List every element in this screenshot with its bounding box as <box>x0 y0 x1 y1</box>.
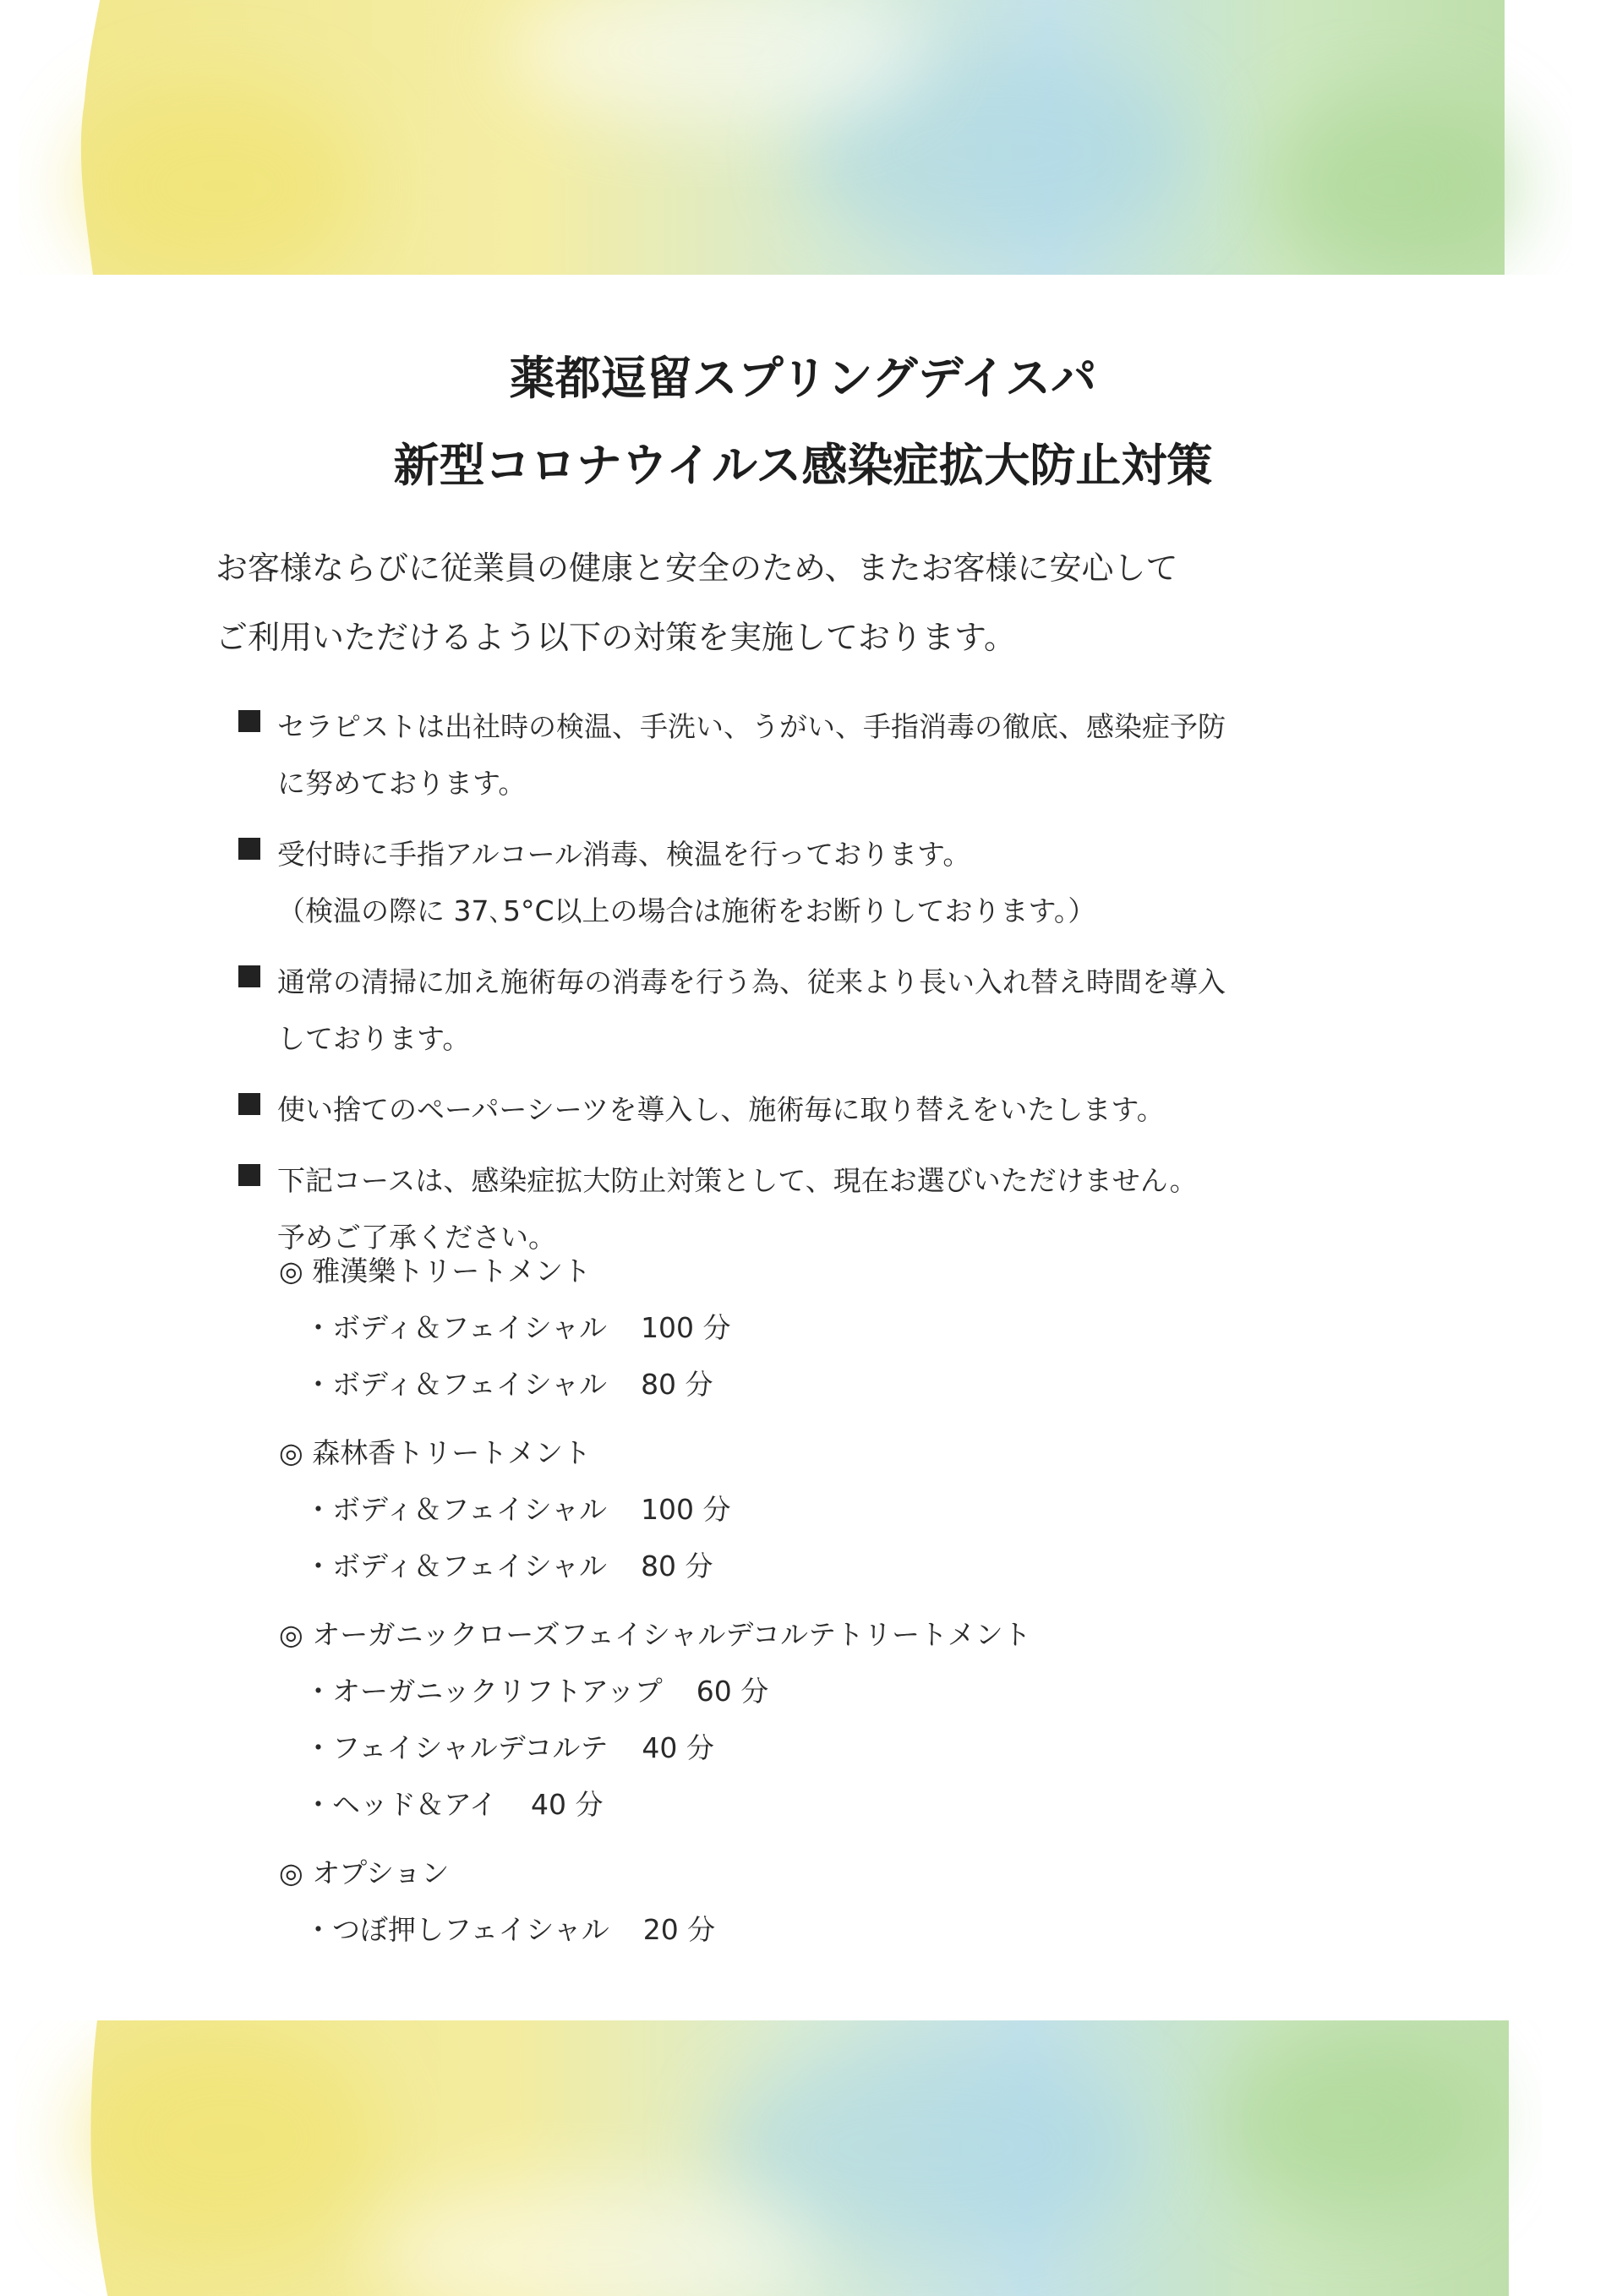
course-item <box>279 1481 1293 1538</box>
square-bullet-icon <box>238 965 260 987</box>
measure-text: セラピストは出社時の検温、手洗い、うがい、手指消毒の徹底、感染症予防 <box>277 710 1226 743</box>
course-item-name: ・つぼ押しフェイシャル <box>304 1913 609 1946</box>
unavailable-courses <box>279 1243 1293 1970</box>
course-item-name: ・オーガニックリフトアップ <box>304 1675 663 1708</box>
course-heading: ◎ オーガニックローズフェイシャルデコルテトリートメント <box>279 1618 1031 1651</box>
course-item-name: ・フェイシャルデコルテ <box>304 1731 609 1764</box>
course-item <box>279 1538 1293 1594</box>
course-item <box>279 1901 1293 1958</box>
measure-text: 通常の清掃に加え施術毎の消毒を行う為、従来より長い入れ替え時間を導入 <box>277 965 1226 998</box>
course-item-duration: 40 分 <box>642 1731 714 1764</box>
bottom-watercolor-band <box>0 2020 1606 2296</box>
course-item <box>279 1299 1293 1356</box>
measure-text: 予めご了承ください。 <box>277 1221 556 1254</box>
course-item <box>279 1663 1293 1719</box>
measure-item <box>238 954 1422 1067</box>
course-item-duration: 80 分 <box>641 1368 713 1401</box>
intro-line-1: お客様ならびに従業員の健康と安全のため、またお客様に安心して <box>216 549 1178 587</box>
measure-text: 下記コースは、感染症拡大防止対策として、現在お選びいただけません。 <box>277 1164 1198 1197</box>
measure-text: に努めております。 <box>277 767 527 800</box>
measures-list <box>238 698 1422 1280</box>
course-group <box>279 1845 1293 1958</box>
course-item-name: ・ボディ＆フェイシャル <box>304 1493 608 1526</box>
course-group <box>279 1606 1293 1833</box>
course-item-duration: 80 分 <box>641 1550 713 1583</box>
measure-text: 使い捨てのペーパーシーツを導入し、施術毎に取り替えをいたします。 <box>277 1093 1165 1126</box>
measure-item <box>238 698 1422 812</box>
measure-item <box>238 826 1422 939</box>
course-item-duration: 40 分 <box>531 1788 604 1821</box>
course-item <box>279 1719 1293 1776</box>
measure-text: しております。 <box>277 1022 471 1055</box>
measure-text: 受付時に手指アルコール消毒、検温を行っております。 <box>277 838 971 871</box>
course-item-duration: 100 分 <box>641 1311 731 1344</box>
course-heading: ◎ 森林香トリートメント <box>279 1436 591 1469</box>
page-title-line-1: 薬都逗留スプリングデイスパ <box>509 351 1097 405</box>
square-bullet-icon <box>238 838 260 860</box>
course-item <box>279 1776 1293 1833</box>
measure-item <box>238 1081 1422 1138</box>
square-bullet-icon <box>238 710 260 732</box>
top-watercolor-band <box>0 0 1606 275</box>
square-bullet-icon <box>238 1164 260 1186</box>
measure-text: （検温の際に 37､5°C以上の場合は施術をお断りしております。） <box>277 894 1096 927</box>
page-title-line-2: 新型コロナウイルス感染症拡大防止対策 <box>393 438 1213 492</box>
course-heading: ◎ 雅漢樂トリートメント <box>279 1255 591 1287</box>
square-bullet-icon <box>238 1093 260 1115</box>
course-heading: ◎ オプション <box>279 1856 450 1889</box>
course-group <box>279 1424 1293 1594</box>
course-group <box>279 1243 1293 1413</box>
course-item-name: ・ボディ＆フェイシャル <box>304 1550 608 1583</box>
course-item-duration: 100 分 <box>641 1493 731 1526</box>
intro-line-2: ご利用いただけるよう以下の対策を実施しております。 <box>216 619 1016 656</box>
course-item-name: ・ヘッド＆アイ <box>304 1788 498 1821</box>
course-item <box>279 1356 1293 1413</box>
course-item-duration: 20 分 <box>642 1913 716 1946</box>
course-item-duration: 60 分 <box>696 1675 769 1708</box>
course-item-name: ・ボディ＆フェイシャル <box>304 1368 608 1401</box>
course-item-name: ・ボディ＆フェイシャル <box>304 1311 608 1344</box>
